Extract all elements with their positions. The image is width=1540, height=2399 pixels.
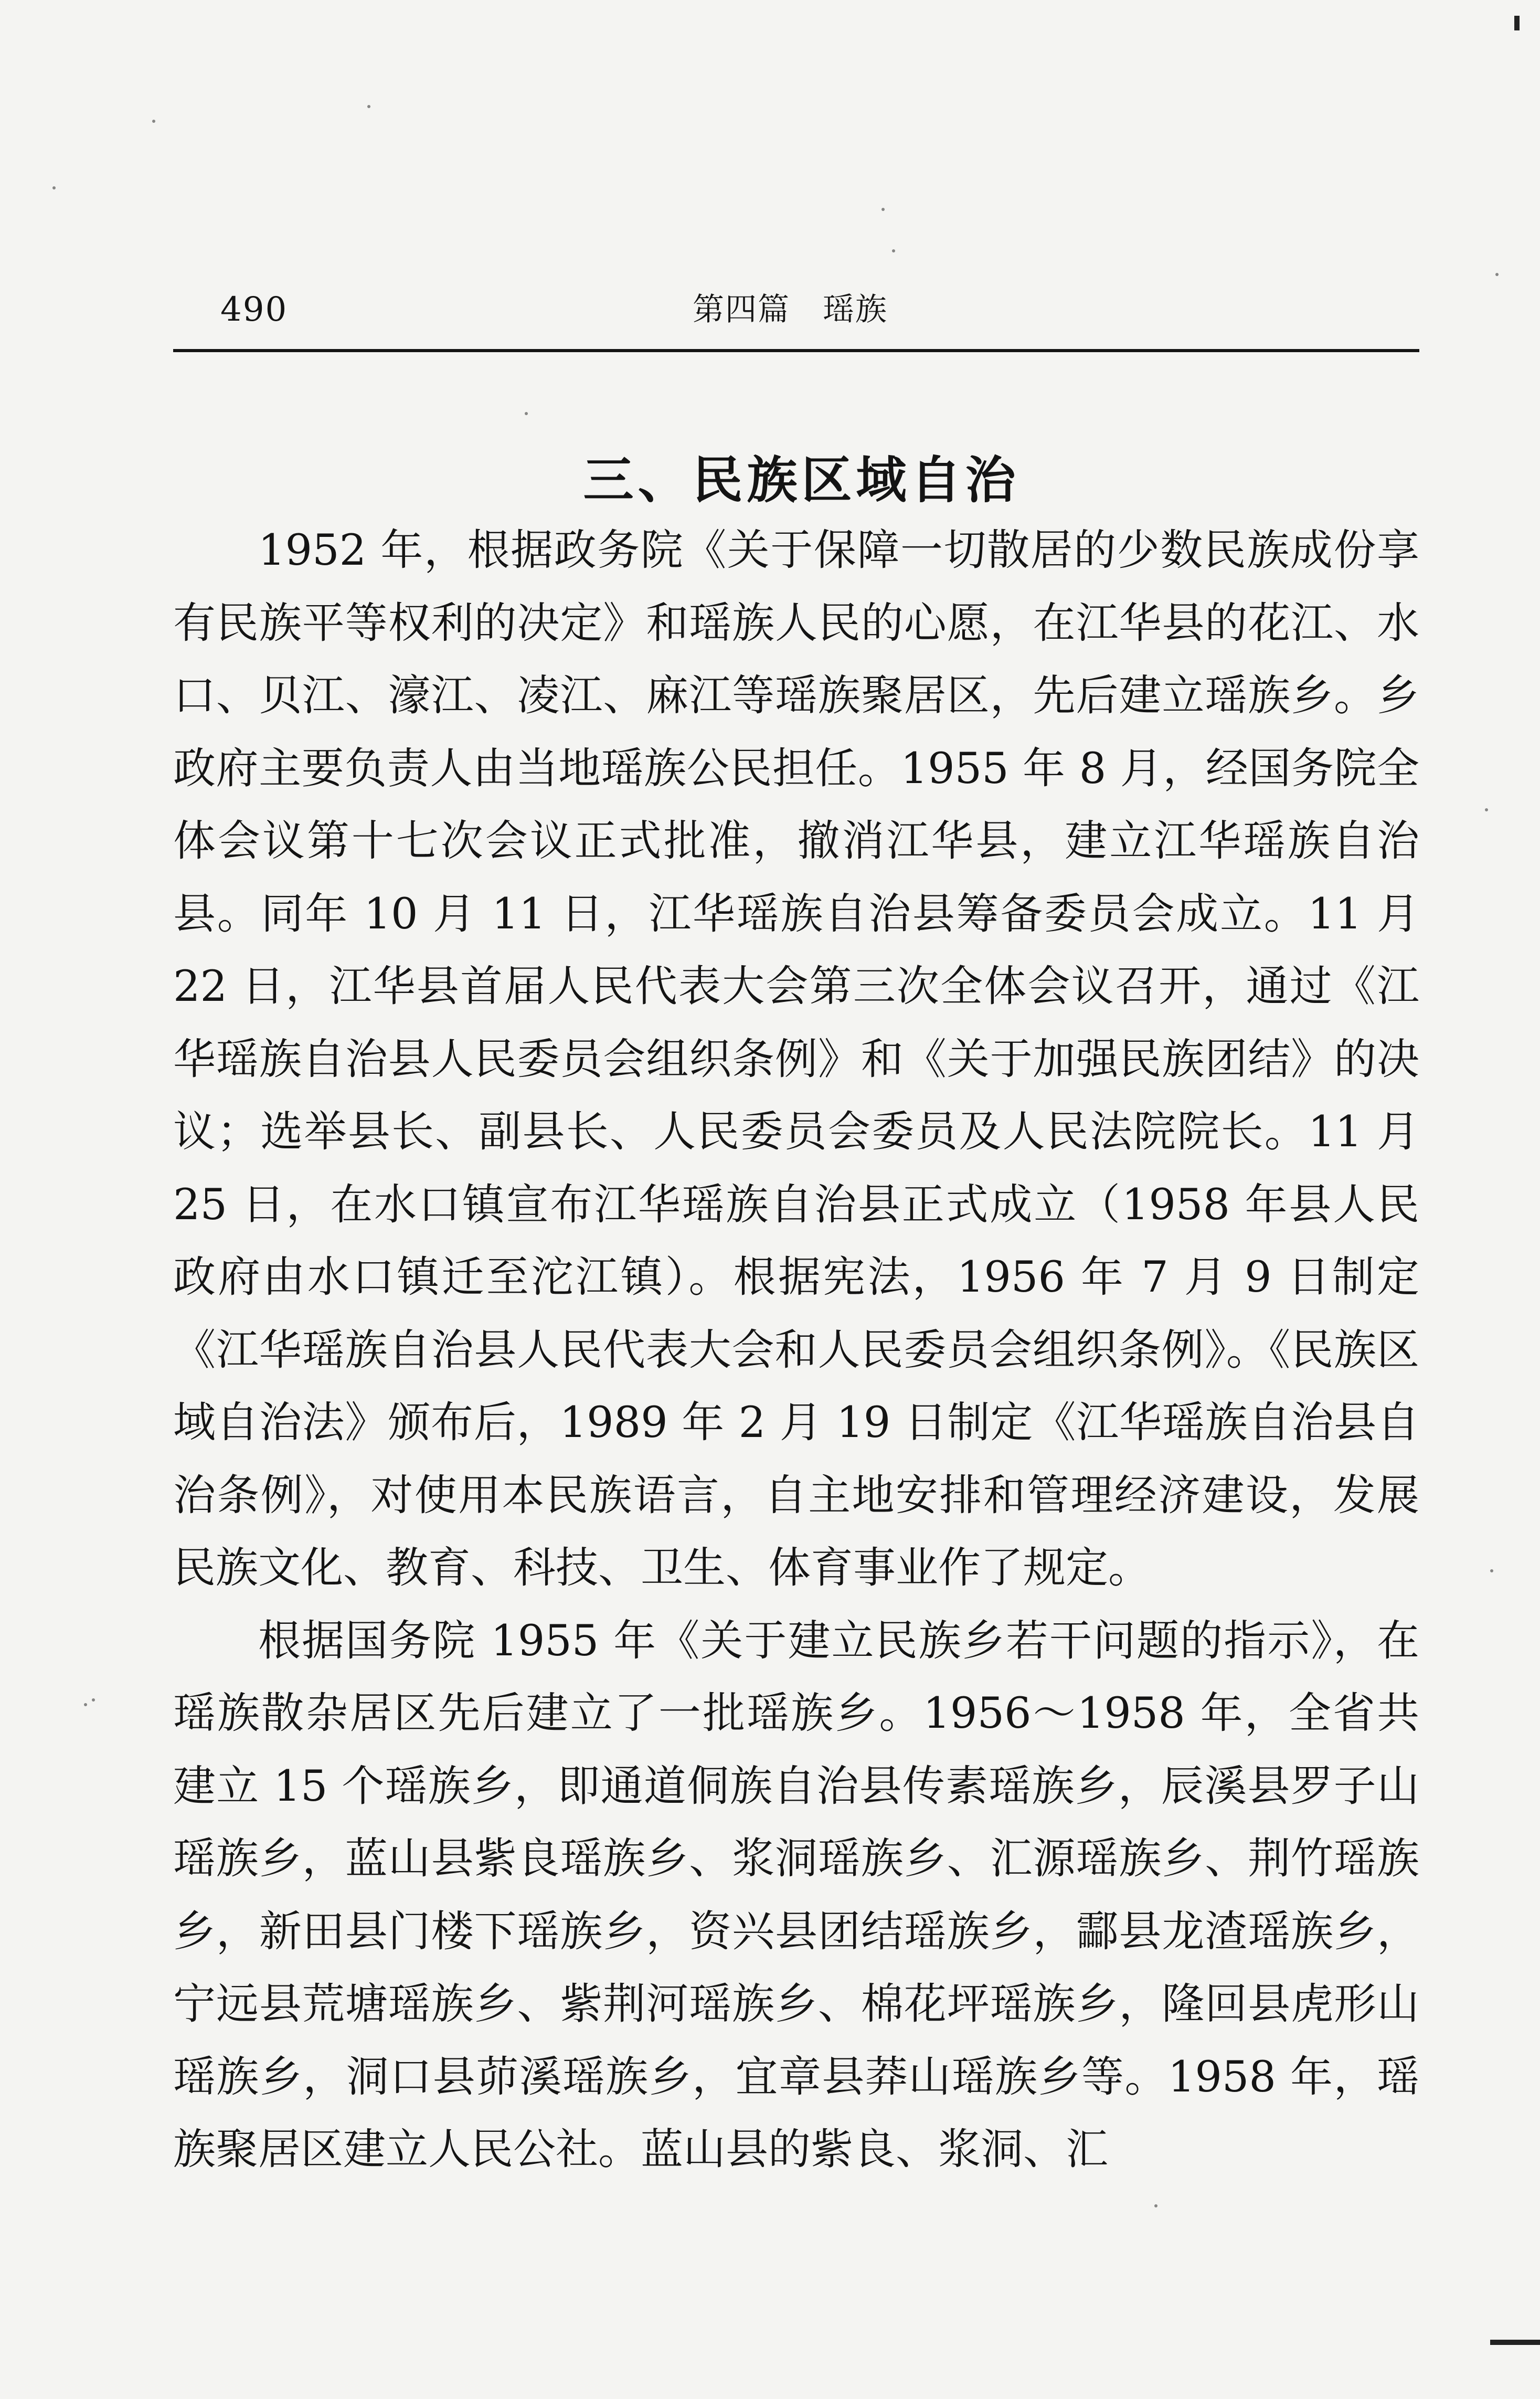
- scan-speck: [152, 120, 155, 123]
- scan-speck: [1490, 1569, 1493, 1572]
- scan-edge: [1490, 2340, 1540, 2345]
- paragraph-2: 根据国务院 1955 年《关于建立民族乡若干问题的指示》，在瑶族散杂居区先后建立了一批瑶族乡。1956～1958 年，全省共建立 15 个瑶族乡，即通道侗族自治县传素瑶族乡，辰溪县罗子山瑶族乡，蓝山县紫良瑶族乡、浆洞瑶族乡、汇源瑶族乡、荆竹瑶族乡，新田县门楼下瑶族乡，资兴县团结瑶族乡，酃县龙渣瑶族乡，宁远县荒塘瑶族乡、紫荆河瑶族乡、棉花坪瑶族乡，隆回县虎形山瑶族乡，洞口县茆溪瑶族乡，宜章县莽山瑶族乡等。1958 年，瑶族聚居区建立人民公社。蓝山县的紫良、浆洞、汇: [173, 1616, 1419, 2174]
- scan-speck: [881, 208, 885, 211]
- scan-speck: [367, 105, 370, 108]
- section-heading: 三、民族区域自治: [583, 450, 1020, 510]
- scan-speck: [92, 1698, 95, 1702]
- paragraph-1: 1952 年，根据政务院《关于保障一切散居的少数民族成份享有民族平等权利的决定》和瑶族人民的心愿，在江华县的花江、水口、贝江、濠江、凌江、麻江等瑶族聚居区，先后建立瑶族乡。乡政府主要负责人由当地瑶族公民担任。1955 年 8 月，经国务院全体会议第十七次会议正式批准，撤消江华县，建立江华瑶族自治县。同年 10 月 11 日，江华瑶族自治县筹备委员会成立。11 月 22 日，江华县首届人民代表大会第三次全体会议召开，通过《江华瑶族自治县人民委员会组织条例》和《关于加强民族团结》的决议；选举县长、副县长、人民委员会委员及人民法院院长。11 月 25 日，在水口镇宣布江华瑶族自治县正式成立（1958 年县人民政府由水口镇迁至沱江镇）。根据宪法，1956 年 7 月 9 日制定《江华瑶族自治县人民代表大会和人民委员会组织条例》。《民族区域自治法》颁布后，1989 年 2 月 19 日制定《江华瑶族自治县自治条例》，对使用本民族语言，自主地安排和管理经济建设，发展民族文化、教育、科技、卫生、体育事业作了规定。: [173, 526, 1419, 1593]
- page-number: 490: [220, 290, 288, 329]
- part-title: 第四篇 瑶族: [693, 291, 888, 328]
- scan-speck: [1154, 2204, 1157, 2207]
- scan-speck: [525, 412, 528, 415]
- running-header: [173, 283, 1419, 341]
- scan-speck: [892, 249, 895, 252]
- body-text: [173, 514, 1419, 2186]
- scan-speck: [1495, 273, 1499, 276]
- scan-mark: [1514, 16, 1520, 30]
- header-divider: [173, 349, 1419, 352]
- scan-speck: [52, 186, 56, 189]
- scan-speck: [1485, 808, 1488, 811]
- scan-speck: [84, 1703, 87, 1706]
